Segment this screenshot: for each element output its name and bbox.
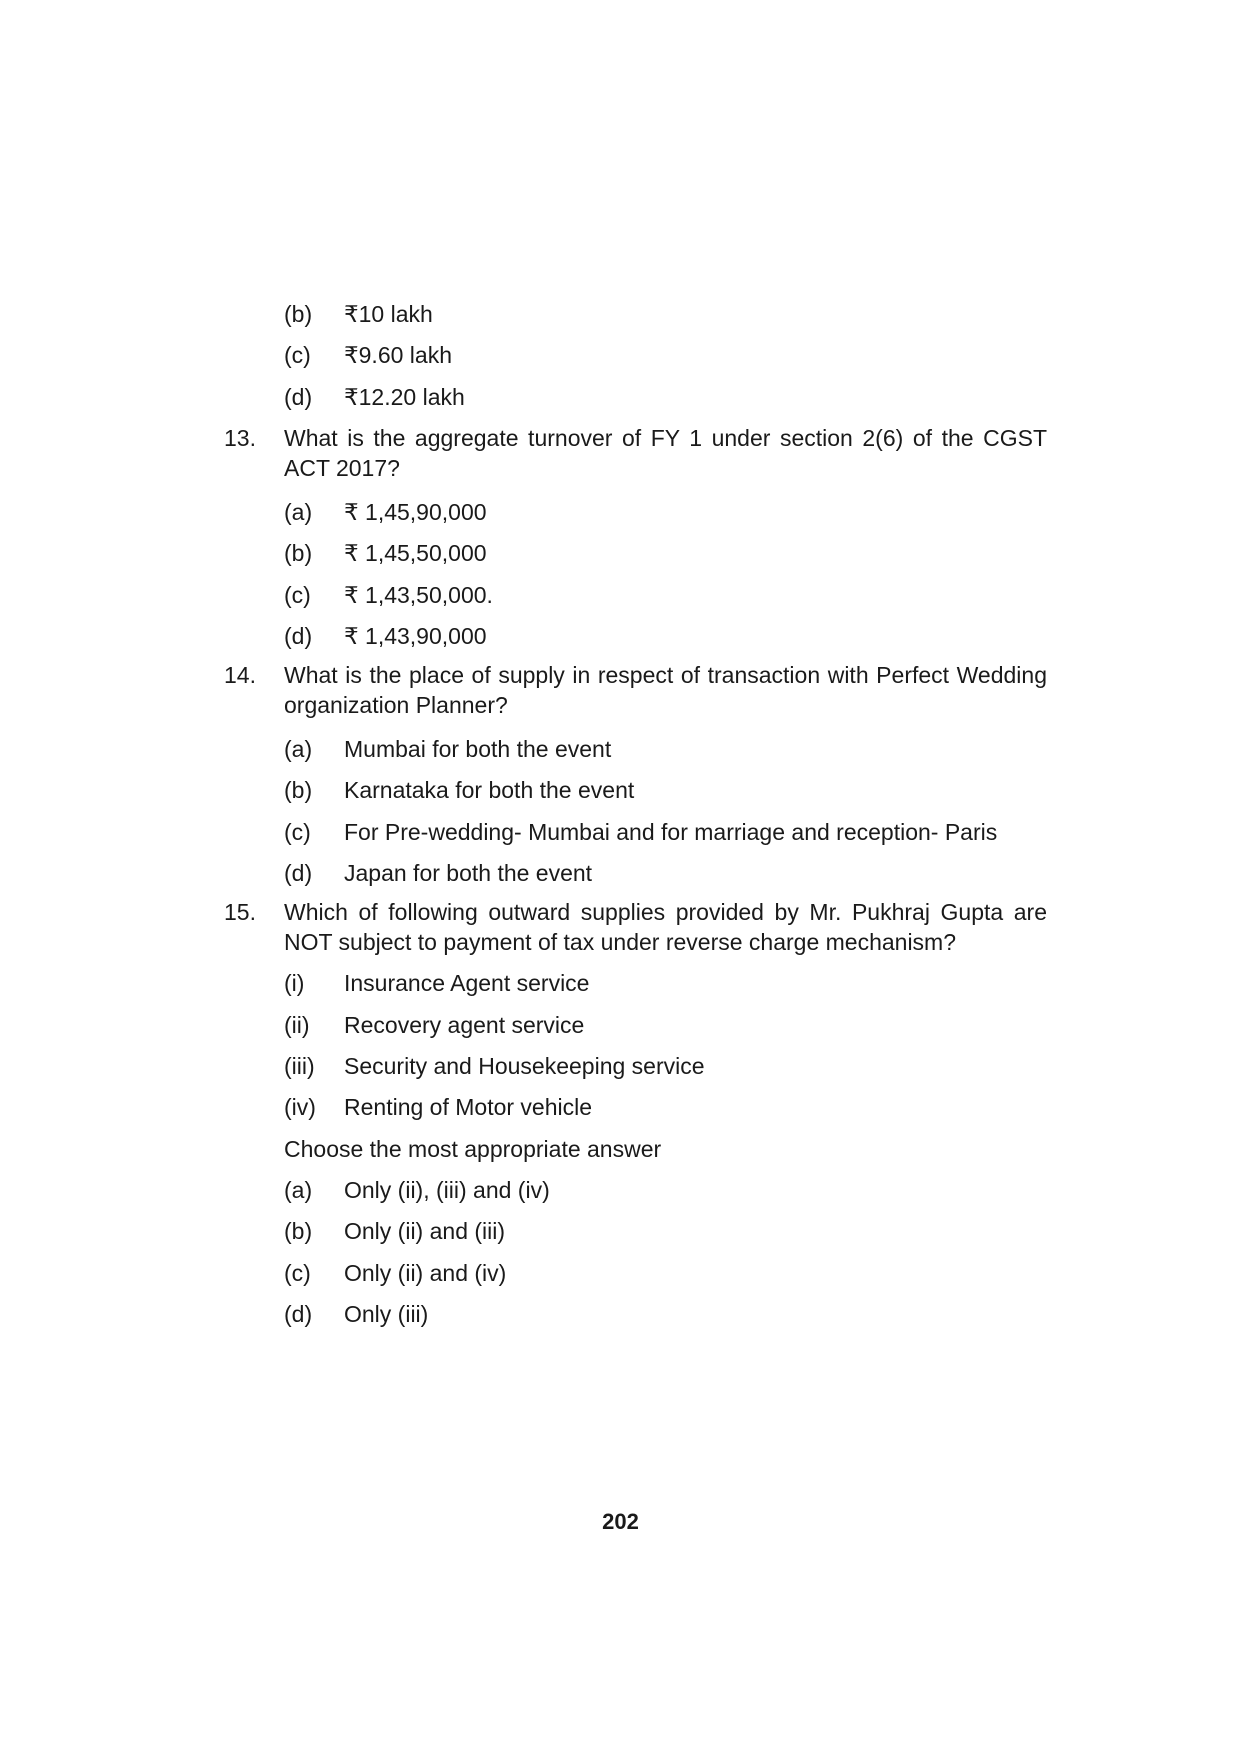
- statement-text: Recovery agent service: [344, 1012, 585, 1038]
- question-number: 15.: [224, 899, 256, 925]
- option-label: (d): [284, 860, 313, 886]
- option-label: (c): [284, 819, 311, 845]
- option-text: Only (ii), (iii) and (iv): [344, 1177, 550, 1203]
- option-text: ₹ 1,43,90,000: [344, 623, 487, 649]
- question-number: 13.: [224, 425, 256, 451]
- option-label: (b): [284, 777, 313, 803]
- option-text: Japan for both the event: [344, 860, 593, 886]
- option-text: ₹12.20 lakh: [344, 384, 465, 410]
- option-text: ₹ 1,45,90,000: [344, 499, 487, 525]
- question-13: [224, 423, 1047, 483]
- option-label: (d): [284, 384, 313, 410]
- option-label: (c): [284, 582, 311, 608]
- statement-label: (iv): [284, 1094, 316, 1120]
- option-text: Only (ii) and (iv): [344, 1260, 507, 1286]
- question-text: What is the aggregate turnover of FY 1 under section 2(6) of the CGST ACT 2017?: [284, 425, 1047, 481]
- statement-text: Security and Housekeeping service: [344, 1053, 705, 1079]
- option-text: ₹ 1,45,50,000: [344, 540, 487, 566]
- option-label: (a): [284, 499, 313, 525]
- option-label: (d): [284, 1301, 313, 1327]
- option-text: Only (ii) and (iii): [344, 1218, 506, 1244]
- option-label: (b): [284, 301, 313, 327]
- option-label: (c): [284, 1260, 311, 1286]
- answer-instruction: Choose the most appropriate answer: [284, 1136, 662, 1162]
- option-label: (b): [284, 540, 313, 566]
- option-label: (b): [284, 1218, 313, 1244]
- question-number: 14.: [224, 662, 256, 688]
- option-text: Karnataka for both the event: [344, 777, 635, 803]
- option-label: (d): [284, 623, 313, 649]
- option-label: (a): [284, 1177, 313, 1203]
- option-text: Only (iii): [344, 1301, 429, 1327]
- statement-label: (iii): [284, 1053, 315, 1079]
- statement-label: (i): [284, 970, 305, 996]
- option-text: ₹9.60 lakh: [344, 342, 452, 368]
- question-14: [224, 660, 1047, 720]
- option-label: (a): [284, 736, 313, 762]
- question-15: [224, 897, 1047, 957]
- statement-text: Insurance Agent service: [344, 970, 590, 996]
- option-text: For Pre-wedding- Mumbai and for marriage and reception- Paris: [344, 819, 998, 845]
- question-text: Which of following outward supplies provided by Mr. Pukhraj Gupta are NOT subject to payment of tax under reverse charge mechanism?: [284, 899, 1047, 955]
- statement-text: Renting of Motor vehicle: [344, 1094, 593, 1120]
- statement-label: (ii): [284, 1012, 310, 1038]
- page-number: 202: [602, 1509, 639, 1534]
- option-label: (c): [284, 342, 311, 368]
- option-text: Mumbai for both the event: [344, 736, 612, 762]
- question-text: What is the place of supply in respect of transaction with Perfect Wedding organization Planner?: [284, 662, 1047, 718]
- option-text: ₹10 lakh: [344, 301, 433, 327]
- option-text: ₹ 1,43,50,000.: [344, 582, 493, 608]
